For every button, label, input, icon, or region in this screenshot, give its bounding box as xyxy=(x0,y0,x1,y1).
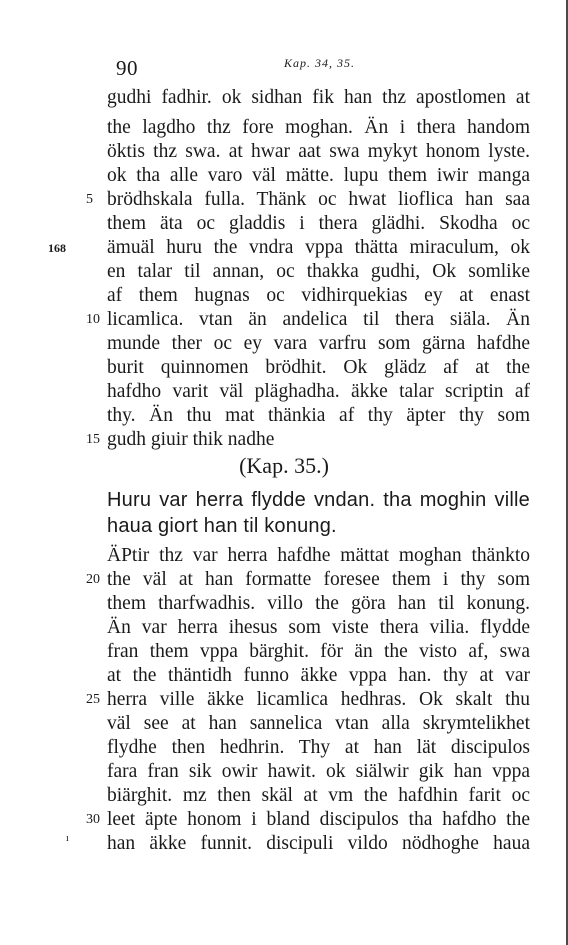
text-line: the lagdho thz fore moghan. Än i thera handom xyxy=(107,117,530,138)
text-line: the väl at han formatte foresee them i thy som xyxy=(107,569,530,590)
text-line: af them hugnas oc vidhirquekias ey at enast xyxy=(107,285,530,306)
line-number: 30 xyxy=(86,812,100,827)
line-number: 10 xyxy=(86,312,100,327)
text-line: väl see at han sannelica vtan alla skrymtelikhet xyxy=(107,713,530,734)
page-number: 90 xyxy=(116,56,138,80)
text-line: ok tha alle varo väl mätte. lupu them iwir manga xyxy=(107,165,530,186)
text-line: thy. Än thu mat thänkia af thy äpter thy som xyxy=(107,405,530,426)
text-line: burit quinnomen brödhit. Ok glädz af at the xyxy=(107,357,530,378)
line-number: 20 xyxy=(86,572,100,587)
text-line: biärghit. mz then skäl at vm the hafdhin farit oc xyxy=(107,785,530,806)
text-line: them tharfwadhis. villo the göra han til konung. xyxy=(107,593,530,614)
line-number: 25 xyxy=(86,692,100,707)
stray-ink-mark: ı xyxy=(66,833,69,844)
text-line: munde ther oc ey vara varfru som gärna hafdhe xyxy=(107,333,530,354)
text-line: Än var herra ihesus som viste thera vilia. flydde xyxy=(107,617,530,638)
chapter-heading-line: Huru var herra flydde vndan. tha moghin ville xyxy=(107,489,530,511)
text-line: flydhe then hedhrin. Thy at han lät discipulos xyxy=(107,737,530,758)
text-line: at the thäntidh funno äkke vppa han. thy at var xyxy=(107,665,530,686)
chapter-heading-line: haua giort han til konung. xyxy=(107,515,337,537)
text-line: herra ville äkke licamlica hedhras. Ok skalt thu xyxy=(107,689,530,710)
line-number: 5 xyxy=(86,192,93,207)
text-line: ämuäl huru the vndra vppa thätta miraculum, ok xyxy=(107,237,530,258)
text-line: leet äpte honom i bland discipulos tha hafdho the xyxy=(107,809,530,830)
text-line: en talar til annan, oc thakka gudhi, Ok somlike xyxy=(107,261,530,282)
running-head: Kap. 34, 35. xyxy=(284,56,356,70)
text-line: brödhskala fulla. Thänk oc hwat lioflica han saa xyxy=(107,189,530,210)
chapter-title: (Kap. 35.) xyxy=(239,453,329,478)
line-number: 15 xyxy=(86,432,100,447)
text-line: öktis thz swa. at hwar aat swa mykyt honom lyste. xyxy=(107,141,530,162)
text-line: gudhi fadhir. ok sidhan fik han thz apostlomen at xyxy=(107,87,530,108)
text-line: gudh giuir thik nadhe xyxy=(107,429,275,450)
text-line: han äkke funnit. discipuli vildo nödhoghe haua xyxy=(107,833,530,854)
text-line: fran them vppa bärghit. för än the visto af, swa xyxy=(107,641,530,662)
text-line: ÄPtir thz var herra hafdhe mättat moghan thänkto xyxy=(107,545,530,566)
margin-page-reference: 168 xyxy=(48,241,66,255)
text-line: fara fran sik owir hawit. ok siälwir gik han vppa xyxy=(107,761,530,782)
text-line: them äta oc gladdis i thera glädhi. Skodha oc xyxy=(107,213,530,234)
text-line: licamlica. vtan än andelica til thera siäla. Än xyxy=(107,309,530,330)
text-line: hafdho varit väl pläghadha. äkke talar scriptin af xyxy=(107,381,530,402)
